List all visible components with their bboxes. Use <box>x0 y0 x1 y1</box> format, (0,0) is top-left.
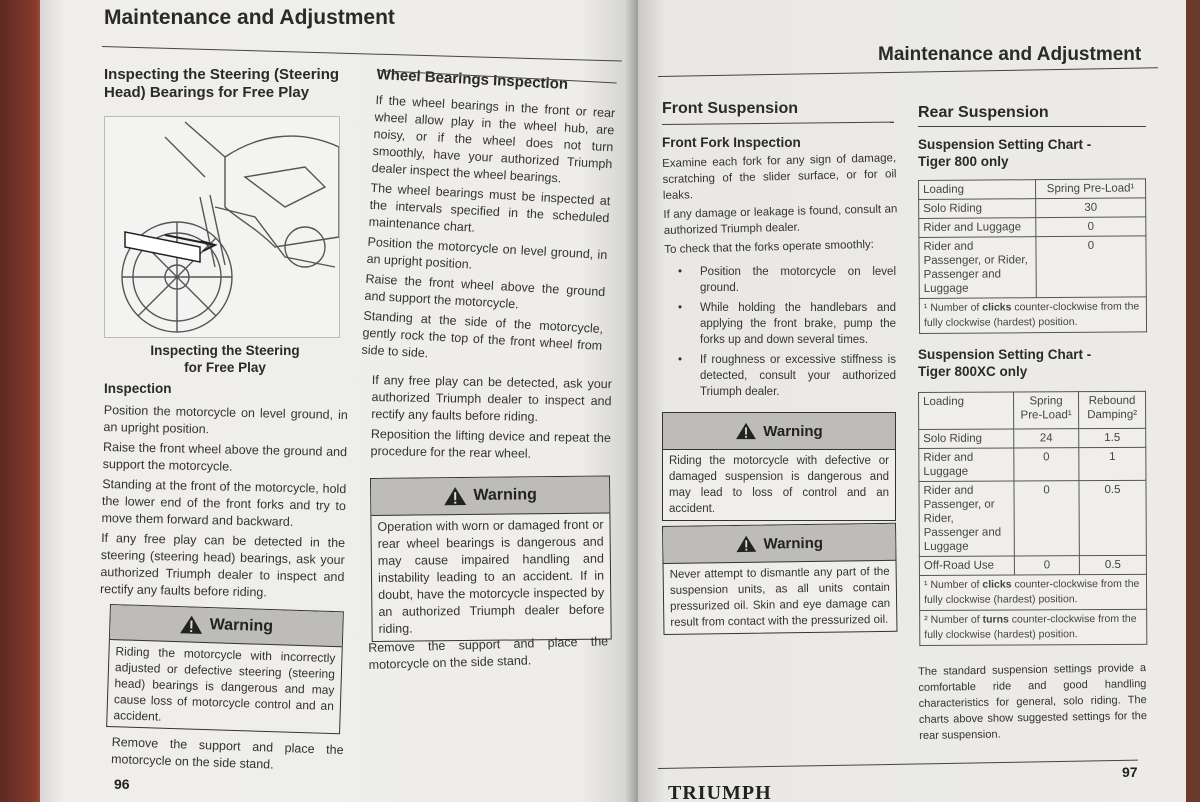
rear-suspension-closing: The standard suspension settings provide a comfortable ride and good handling characteristics for general, solo riding. The charts above show suggested settings for the rear suspension. <box>918 662 1148 742</box>
column-header: Spring Pre-Load¹ <box>1036 179 1146 199</box>
rear-suspension-rule <box>918 126 1146 127</box>
front-suspension-title: Front Suspension <box>662 100 798 117</box>
motorcycle-illustration <box>105 117 339 337</box>
footnote-text: ² Number of <box>924 613 983 626</box>
footnote-text: counter-clockwise from the fully clockwise (hardest) position. <box>924 612 1137 641</box>
paragraph: The wheel bearings must be inspected at the intervals specified in the scheduled maintenance chart. <box>368 180 611 235</box>
wheel-bearings-paragraphs-2 <box>370 372 612 467</box>
table-cell: Rider and Luggage <box>919 448 1014 481</box>
table-cell: 0 <box>1014 556 1079 575</box>
warning-title: Warning <box>473 486 537 504</box>
page-number-right: 97 <box>1122 764 1138 780</box>
wheel-bearings-paragraphs <box>361 92 616 375</box>
footnote-emphasis: clicks <box>982 301 1012 314</box>
footer-rule <box>658 760 1138 769</box>
table-header-row <box>919 179 1146 200</box>
chart2-title: Suspension Setting Chart - Tiger 800XC only <box>918 347 1092 379</box>
table-header-row <box>919 391 1146 429</box>
steering-warning-box <box>106 604 344 734</box>
bullet-icon: • <box>678 302 683 314</box>
table-cell: 0 <box>1014 448 1079 481</box>
warning-icon <box>179 614 204 635</box>
bullet-item <box>678 352 896 400</box>
wheel-bearings-warning-box <box>370 475 612 642</box>
suspension-chart-tiger-800xc <box>918 391 1147 646</box>
paragraph: Raise the front wheel above the ground and support the motorcycle. <box>364 271 606 312</box>
table-cell: Solo Riding <box>919 429 1014 448</box>
table-row <box>919 428 1146 448</box>
warning-text: Riding the motorcycle with incorrectly adjusted or defective steering (steering head) bearings is dangerous and may cause loss of motorcycle control and an accident. <box>113 644 336 724</box>
table-row <box>919 217 1146 238</box>
steering-bearings-title: Inspecting the Steering (Steering Head) Bearings for Free Play <box>104 66 340 101</box>
table-cell: 0.5 <box>1079 555 1146 574</box>
wheel-bearings-title: Wheel Bearings Inspection <box>376 66 569 94</box>
table-cell: Off-Road Use <box>919 556 1014 575</box>
paragraph: If the wheel bearings in the front or rear wheel allow play in the wheel hub, are noisy, or if the wheel does not turn smoothly, have your authorized Triumph dealer inspect the wheel bearings. <box>371 92 616 186</box>
inspection-subheading: Inspection <box>104 381 172 396</box>
front-fork-subtitle: Front Fork Inspection <box>662 135 801 150</box>
right-page <box>638 0 1186 802</box>
paragraph: If any free play can be detected, ask your authorized Triumph dealer to inspect and rectify any faults before riding. <box>371 372 612 424</box>
table-cell: 30 <box>1036 198 1146 218</box>
table-row <box>919 198 1146 219</box>
table-row <box>919 555 1146 575</box>
warning-text: Never attempt to dismantle any part of the suspension units, as all units contain pressurized oil. Skin and eye damage can result from contact with the pressurized oil. <box>669 565 891 629</box>
table-cell: Rider and Passenger, or Rider, Passenger and Luggage <box>919 237 1036 299</box>
table-cell: 1 <box>1079 447 1146 480</box>
suspension-chart-tiger-800 <box>918 178 1147 334</box>
warning-band <box>663 413 895 450</box>
table-row <box>919 447 1146 481</box>
warning-title: Warning <box>209 616 274 636</box>
paragraph: Position the motorcycle on level ground, in an upright position. <box>103 402 348 437</box>
front-fork-bullets <box>678 264 896 400</box>
suspension-warning-box-1 <box>662 412 896 521</box>
table-cell: 1.5 <box>1079 428 1146 447</box>
paragraph: To check that the forks operate smoothly: <box>664 238 875 256</box>
chart1-title: Suspension Setting Chart - Tiger 800 only <box>918 137 1092 169</box>
warning-icon <box>735 535 757 553</box>
table-note-row <box>919 297 1146 334</box>
warning-text: Operation with worn or damaged front or rear wheel bearings is dangerous and may cause impaired handling and instability leading to an accident. If in doubt, have the motorcycle inspected by an authorized Triumph dealer before riding. <box>377 517 605 636</box>
right-page-header: Maintenance and Adjustment <box>878 44 1142 65</box>
steering-paragraphs <box>100 402 348 606</box>
table-cell: 0 <box>1036 236 1146 298</box>
column-header: Loading <box>919 180 1036 200</box>
paragraph: If any damage or leakage is found, consult an authorized Triumph dealer. <box>663 203 898 237</box>
paragraph: Raise the front wheel above the ground and support the motorcycle. <box>102 439 348 474</box>
column-header: Loading <box>919 392 1014 429</box>
paragraph: Reposition the lifting device and repeat the procedure for the rear wheel. <box>370 426 612 461</box>
suspension-warning-box-2 <box>662 523 897 635</box>
paragraph: Examine each fork for any sign of damage, scratching of the slider surface, or for oil leaks. <box>662 152 897 202</box>
page-number-left: 96 <box>114 776 130 792</box>
triumph-logo: TRIUMPH <box>668 782 772 802</box>
front-suspension-rule <box>662 122 894 125</box>
figure-caption: Inspecting the Steering for Free Play <box>150 343 300 375</box>
bullet-text: While holding the handlebars and applying the front brake, pump the forks up and down several times. <box>700 302 896 346</box>
warning-band <box>663 524 895 564</box>
footnote-text: ¹ Number of <box>923 578 983 591</box>
table-row <box>919 236 1146 299</box>
table-cell: 0 <box>1036 217 1146 237</box>
table-row <box>919 480 1146 556</box>
paragraph: If any free play can be detected in the steering (steering head) bearings, ask your authorized Triumph dealer to inspect and rectify any faults before riding. <box>99 530 346 600</box>
paragraph: Standing at the front of the motorcycle, hold the lower end of the front forks and try to move them forward and backward. <box>101 476 347 529</box>
bullet-text: Position the motorcycle on level ground. <box>700 266 896 294</box>
header-rule <box>102 46 622 62</box>
table-cell: Solo Riding <box>919 199 1036 219</box>
bullet-icon: • <box>678 354 683 366</box>
table-cell: Rider and Passenger, or Rider, Passenger and Luggage <box>919 481 1014 556</box>
footnote-text: counter-clockwise from the fully clockwise (hardest) position. <box>924 577 1140 606</box>
front-fork-paragraphs <box>662 150 898 261</box>
steering-footer-text: Remove the support and place the motorcycle on the side stand. <box>110 734 344 772</box>
footnote-emphasis: turns <box>982 613 1009 626</box>
bullet-icon: • <box>678 266 683 278</box>
warning-icon <box>735 422 757 440</box>
paragraph: Position the motorcycle on level ground, in an upright position. <box>366 234 608 272</box>
bullet-text: If roughness or excessive stiffness is detected, consult your authorized Triumph dealer. <box>700 354 896 398</box>
table-note-row <box>919 574 1146 610</box>
footnote-emphasis: clicks <box>982 578 1012 591</box>
table-cell: 0.5 <box>1079 480 1146 555</box>
footnote-text: counter-clockwise from the fully clockwise (hardest) position. <box>923 300 1140 329</box>
table-note-row <box>920 609 1147 645</box>
bullet-item <box>678 264 896 296</box>
header-rule <box>658 67 1158 77</box>
left-page <box>40 0 640 802</box>
warning-text: Riding the motorcycle with defective or damaged suspension is dangerous and may lead to loss of control and an accident. <box>669 455 889 515</box>
table-footnote <box>919 574 1146 610</box>
table-cell: 0 <box>1014 481 1079 556</box>
left-page-header: Maintenance and Adjustment <box>104 6 395 29</box>
paragraph: Standing at the side of the motorcycle, gently rock the top of the front wheel from side to side. <box>361 308 604 361</box>
table-cell: 24 <box>1014 429 1079 448</box>
warning-title: Warning <box>763 534 824 553</box>
warning-title: Warning <box>763 422 823 440</box>
table-footnote <box>920 609 1147 645</box>
wheel-bearings-footer-text: Remove the support and place the motorcycle on the side stand. <box>368 634 609 672</box>
warning-icon <box>443 486 467 506</box>
table-cell: Rider and Luggage <box>919 218 1036 238</box>
bullet-item <box>678 300 896 348</box>
table-footnote <box>919 297 1146 334</box>
rear-suspension-title: Rear Suspension <box>918 104 1049 121</box>
column-header: Spring Pre-Load¹ <box>1014 392 1079 429</box>
steering-inspection-figure <box>104 116 340 338</box>
footnote-text: ¹ Number of <box>923 301 983 314</box>
warning-band <box>371 476 609 515</box>
column-header: Rebound Damping² <box>1079 391 1146 428</box>
